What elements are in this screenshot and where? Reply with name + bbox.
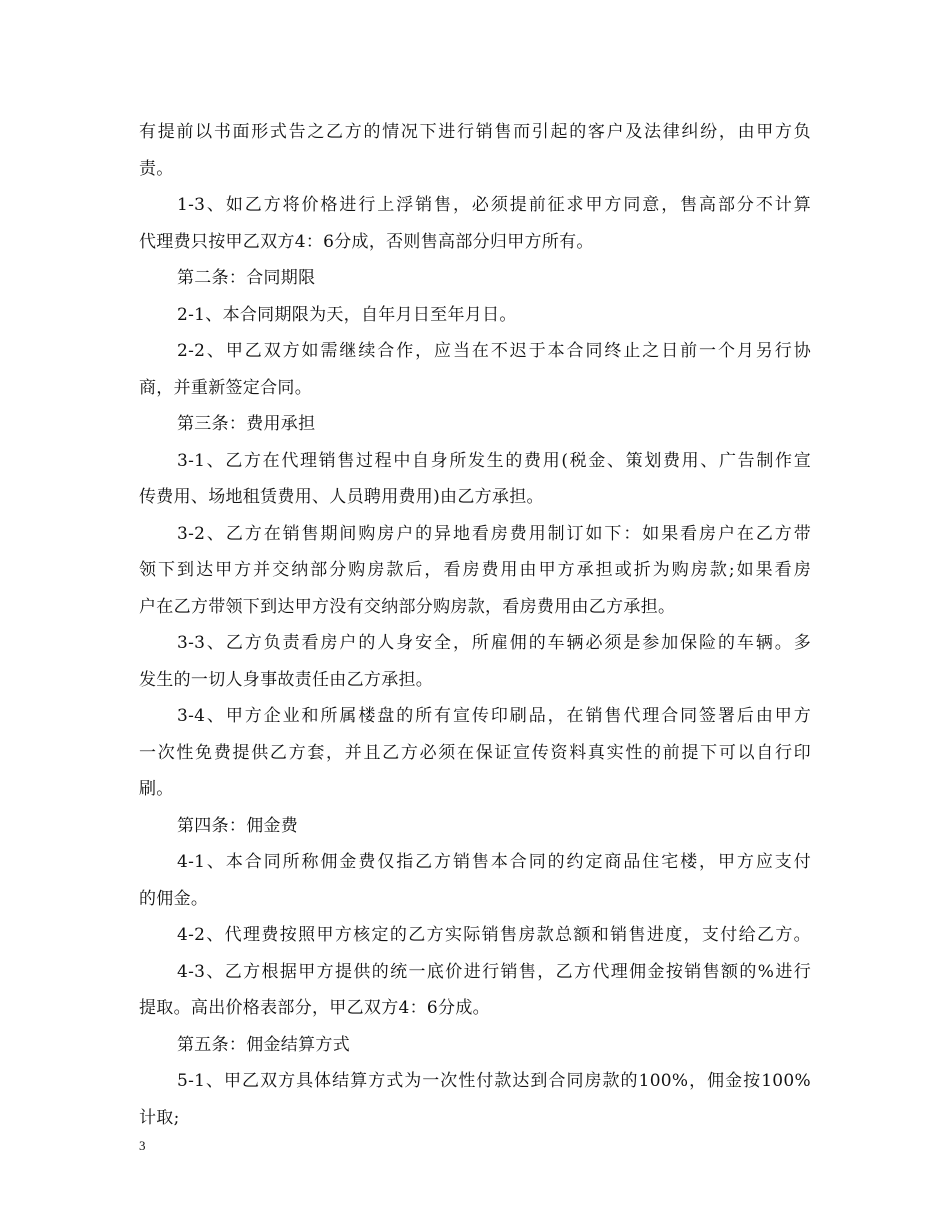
text-line: 领下到达甲方并交纳部分购房款后，看房费用由甲方承担或折为购房款;如果看房 xyxy=(139,560,811,580)
page-number: 3 xyxy=(139,1138,146,1153)
text-line: 第四条：佣金费 xyxy=(177,815,299,836)
text-line: 第五条：佣金结算方式 xyxy=(177,1034,350,1055)
text-line: 代理费只按甲乙双方4：6分成，否则售高部分归甲方所有。 xyxy=(139,231,594,252)
text-line: 户在乙方带领下到达甲方没有交纳部分购房款，看房费用由乙方承担。 xyxy=(139,596,676,617)
text-line: 责。 xyxy=(139,158,174,179)
text-line: 第三条：费用承担 xyxy=(177,414,316,434)
text-line: 传费用、场地租赁费用、人员聘用费用)由乙方承担。 xyxy=(139,487,544,507)
text-line: 提取。高出价格表部分，甲乙双方4：6分成。 xyxy=(139,998,490,1018)
text-line: 3-1、乙方在代理销售过程中自身所发生的费用(税金、策划费用、广告制作宣 xyxy=(177,450,811,471)
text-line: 3-4、甲方企业和所属楼盘的所有宣传印刷品，在销售代理合同签署后由甲方 xyxy=(177,706,811,726)
text-line: 4-1、本合同所称佣金费仅指乙方销售本合同的约定商品住宅楼，甲方应支付 xyxy=(177,852,811,872)
text-line: 刷。 xyxy=(139,779,174,799)
text-line: 3-2、乙方在销售期间购房户的异地看房费用制订如下：如果看房户在乙方带 xyxy=(177,523,811,544)
text-line: 2-1、本合同期限为天，自年月日至年月日。 xyxy=(177,304,517,325)
text-line: 商，并重新签定合同。 xyxy=(139,377,312,398)
text-line: 的佣金。 xyxy=(139,888,209,909)
text-line: 有提前以书面形式告之乙方的情况下进行销售而引起的客户及法律纠纷，由甲方负 xyxy=(139,122,811,142)
text-line: 1-3、如乙方将价格进行上浮销售，必须提前征求甲方同意，售高部分不计算 xyxy=(177,195,811,215)
text-line: 3-3、乙方负责看房户的人身安全，所雇佣的车辆必须是参加保险的车辆。多 xyxy=(177,633,811,653)
text-line: 4-2、代理费按照甲方核定的乙方实际销售房款总额和销售进度，支付给乙方。 xyxy=(177,925,811,945)
text-line: 第二条：合同期限 xyxy=(177,268,316,288)
text-line: 2-2、甲乙双方如需继续合作，应当在不迟于本合同终止之日前一个月另行协 xyxy=(177,341,811,361)
text-line: 一次性免费提供乙方套，并且乙方必须在保证宣传资料真实性的前提下可以自行印 xyxy=(139,742,811,763)
document-body xyxy=(139,114,811,1136)
text-line: 4-3、乙方根据甲方提供的统一底价进行销售，乙方代理佣金按销售额的%进行 xyxy=(177,961,811,982)
text-line: 5-1、甲乙双方具体结算方式为一次性付款达到合同房款的100%，佣金按100% xyxy=(177,1071,811,1091)
text-line: 计取; xyxy=(139,1107,180,1128)
text-line: 发生的一切人身事故责任由乙方承担。 xyxy=(139,669,434,690)
